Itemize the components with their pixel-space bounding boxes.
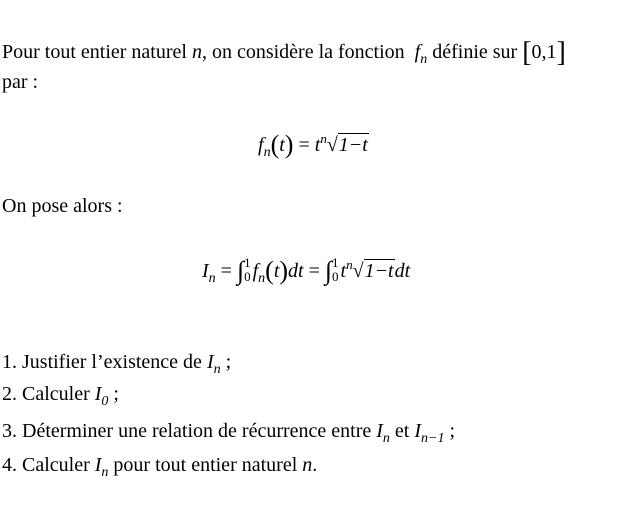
dt-2: dt: [394, 260, 411, 282]
upper-limit-2: 1: [332, 255, 339, 271]
paren-left-2: (: [265, 256, 274, 285]
dt-1: dt: [288, 260, 304, 282]
f-symbol: f: [258, 134, 264, 156]
question-end: ;: [108, 383, 119, 405]
question-1: [2, 351, 232, 377]
question-3: [2, 420, 456, 446]
I-symbol-q1: I: [206, 351, 214, 373]
I-symbol-q2: I: [94, 383, 102, 405]
question-number: 2.: [2, 383, 17, 405]
interval: 0,1: [531, 41, 557, 63]
question-text: Justifier l’existence de: [22, 351, 207, 373]
question-end: .: [312, 454, 318, 476]
integral-sign-2: ∫: [324, 256, 333, 285]
intro-text: Pour tout entier naturel: [2, 41, 192, 63]
question-mid: et: [389, 420, 415, 442]
I-sub: n: [208, 271, 216, 286]
formula-In: $I_n$ = ∫ 1 0 $f_n(t)dt$ = ∫ 1 0 $t^n√1-tdt$: [202, 255, 411, 286]
question-number: 4.: [2, 454, 17, 476]
t-symbol-2: t: [340, 260, 347, 282]
radicand-2: 1−t: [364, 260, 394, 282]
I-sub-q3a: n: [382, 431, 390, 446]
intro-text-2: , on considère la fonction: [201, 41, 410, 63]
I-symbol-q3b: I: [414, 420, 422, 442]
var-n-q4: n: [302, 454, 313, 476]
lower-limit: 0: [244, 269, 251, 285]
t-exp-2: n: [346, 257, 353, 272]
func-f: f: [414, 41, 421, 63]
radicand: 1−t: [338, 134, 368, 156]
par-line: par :: [2, 71, 39, 93]
question-end: ;: [220, 351, 232, 373]
I-symbol: I: [202, 260, 209, 282]
formula-fn: $f_n(t) = t^n√1-t$: [258, 130, 368, 160]
t-exp: n: [320, 131, 327, 146]
I-sub-q2: 0: [101, 394, 109, 409]
f-sub: n: [263, 145, 271, 160]
question-number: 3.: [2, 420, 17, 442]
question-4: [2, 454, 318, 480]
paren-right-2: ): [279, 256, 289, 285]
question-mid: pour tout entier naturel: [108, 454, 303, 476]
f-arg: t: [279, 134, 285, 156]
question-text: Déterminer une relation de récurrence entre: [22, 420, 377, 442]
question-text: Calculer: [22, 454, 95, 476]
I-sub-q4: n: [101, 465, 109, 480]
paren-left: (: [270, 130, 280, 159]
intro-line: [2, 36, 566, 68]
sqrt-radical: √1−t: [326, 134, 368, 156]
t-symbol: t: [314, 134, 321, 156]
right-bracket: ]: [556, 37, 566, 68]
paren-right: ): [284, 130, 294, 159]
integral-limits: [244, 256, 251, 285]
integral-limits-2: [332, 256, 339, 285]
I-sub-q1: n: [213, 362, 221, 377]
I-symbol-q4: I: [94, 454, 102, 476]
sqrt-radical-2: √1−t: [352, 260, 394, 282]
I-symbol-q3a: I: [376, 420, 383, 442]
question-2: [2, 383, 119, 409]
integral-sign: ∫: [236, 256, 245, 285]
upper-limit: 1: [244, 255, 251, 271]
question-end: ;: [444, 420, 456, 442]
on-pose-line: On pose alors :: [2, 195, 123, 217]
lower-limit-2: 0: [332, 269, 339, 285]
I-sub-q3b: n−1: [421, 431, 445, 446]
left-bracket: [: [522, 37, 532, 68]
f-sub-2: n: [258, 271, 266, 286]
f-arg-2: t: [273, 260, 280, 282]
question-text: Calculer: [22, 383, 95, 405]
defined-text: définie sur: [427, 41, 523, 63]
f-symbol-2: f: [252, 260, 259, 282]
func-sub: n: [420, 52, 428, 67]
var-n: n: [191, 41, 202, 63]
question-number: 1.: [2, 351, 17, 373]
